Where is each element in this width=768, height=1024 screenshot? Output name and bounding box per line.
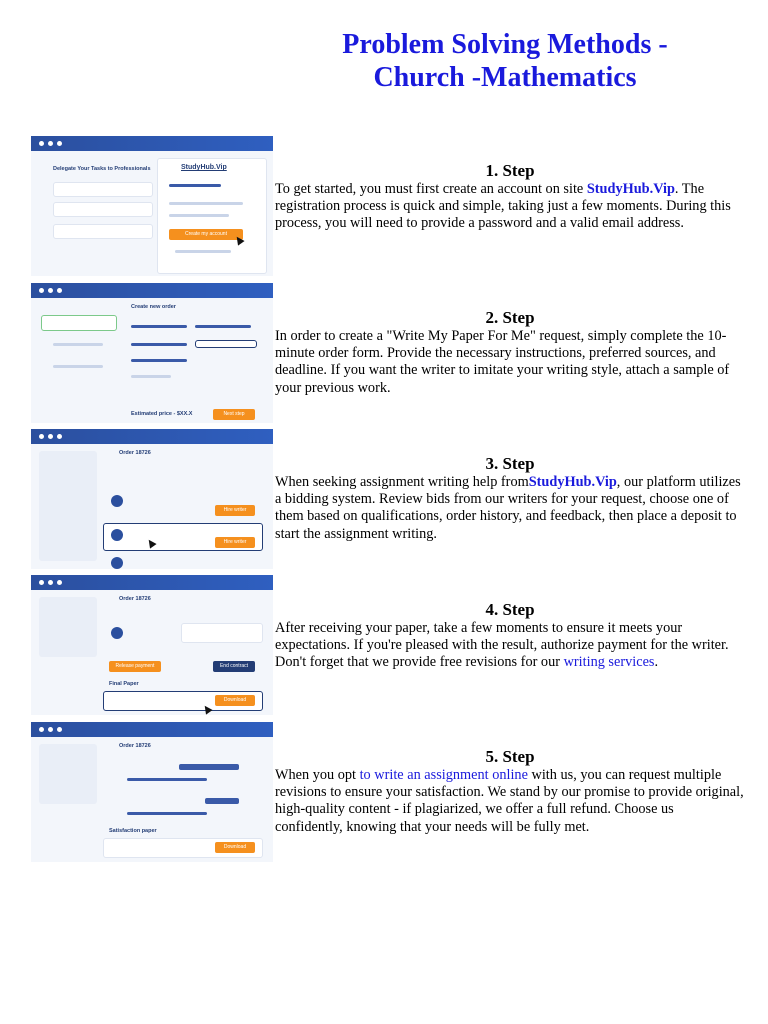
paragraph-text: When seeking assignment writing help from [275,474,529,490]
text-link[interactable]: to write an assignment online [359,767,528,783]
text-link[interactable]: writing services [563,654,655,671]
step-5-screenshot [31,722,273,862]
step-heading: 3. Step [485,454,535,473]
avatar [111,495,123,507]
step-heading: 1. Step [485,161,535,180]
end-contract-button[interactable]: End contract [213,661,255,672]
step-heading: 2. Step [485,308,535,327]
step-1-text [275,136,745,233]
step-2 [31,283,751,423]
avatar [111,557,123,569]
paragraph-text: . The registration process is quick and simple, taking just a few moments. During this process, you will need to provide a password and a valid email address. [275,181,731,232]
step-3-text [275,429,745,543]
step-5 [31,722,751,862]
brand-link[interactable]: StudyHub.Vip [586,181,675,197]
title-line-2: Church -Mathematics [373,62,637,93]
step-heading: 4. Step [485,600,535,619]
shot-heading: Order 18726 [119,450,151,456]
hire-writer-button[interactable]: Hire writer [215,537,255,548]
step-paragraph [275,328,745,397]
final-paper-label: Final Paper [109,681,139,687]
paragraph-text: In order to create a "Write My Paper For Me" request, simply complete the 10-minute order form. Provide the necessary instructions, preferred sources, and deadline. If you want the writer to imitate your writing style, attach a sample of your previous work. [275,328,730,396]
step-heading: 5. Step [485,747,535,766]
paragraph-text: . [654,654,659,671]
estimated-price: Estimated price - $XX.X [131,411,193,417]
download-button[interactable]: Download [215,695,255,706]
shot-heading: Delegate Your Tasks to Professionals [53,166,151,172]
paragraph-text: , our platform utilizes a bidding system. Review bids from our writers for your request, choose one of them based on qualifications, order history, and feedback, then place a deposit to start the assignment writing. [275,474,741,542]
window-bar [31,722,273,737]
step-1-screenshot [31,136,273,276]
step-paragraph [275,767,745,836]
download-button[interactable]: Download [215,842,255,853]
page-title [270,28,740,94]
avatar [111,529,123,541]
step-4 [31,575,751,715]
step-3-screenshot [31,429,273,569]
satisfaction-label: Satisfaction paper [109,828,157,834]
create-account-button[interactable]: Create my account [169,229,243,240]
brand-link[interactable]: StudyHub.Vip [528,474,617,490]
paragraph-text: After receiving your paper, take a few moments to ensure it meets your expectations. If you're pleased with the result, authorize payment for the writer. Don't forget that we provide free revisions for our [275,620,729,671]
step-paragraph [275,474,745,543]
step-3 [31,429,751,569]
window-bar [31,283,273,298]
step-paragraph [275,620,745,672]
step-4-screenshot [31,575,273,715]
paragraph-text: When you opt [275,767,360,783]
paragraph-text: with us, you can request multiple revisions to ensure your satisfaction. We stand by our promise to provide original, high-quality content - if plagiarized, we offer a full refund. Choose us confidently, knowing that your needs will be fully met. [275,767,744,835]
shot-heading: Create new order [131,304,176,310]
step-4-text [275,575,745,672]
release-payment-button[interactable]: Release payment [109,661,161,672]
title-line-1: Problem Solving Methods - [342,29,668,60]
step-5-text [275,722,745,836]
step-1 [31,136,751,276]
brand-logo: StudyHub.Vip [181,164,227,171]
step-2-text [275,283,745,397]
window-bar [31,429,273,444]
shot-heading: Order 18726 [119,596,151,602]
avatar [111,627,123,639]
hire-writer-button[interactable]: Hire writer [215,505,255,516]
window-bar [31,575,273,590]
paragraph-text: To get started, you must first create an account on site [275,181,587,197]
window-bar [31,136,273,151]
step-2-screenshot [31,283,273,423]
next-step-button[interactable]: Next step [213,409,255,420]
step-paragraph [275,181,745,233]
shot-heading: Order 18726 [119,743,151,749]
